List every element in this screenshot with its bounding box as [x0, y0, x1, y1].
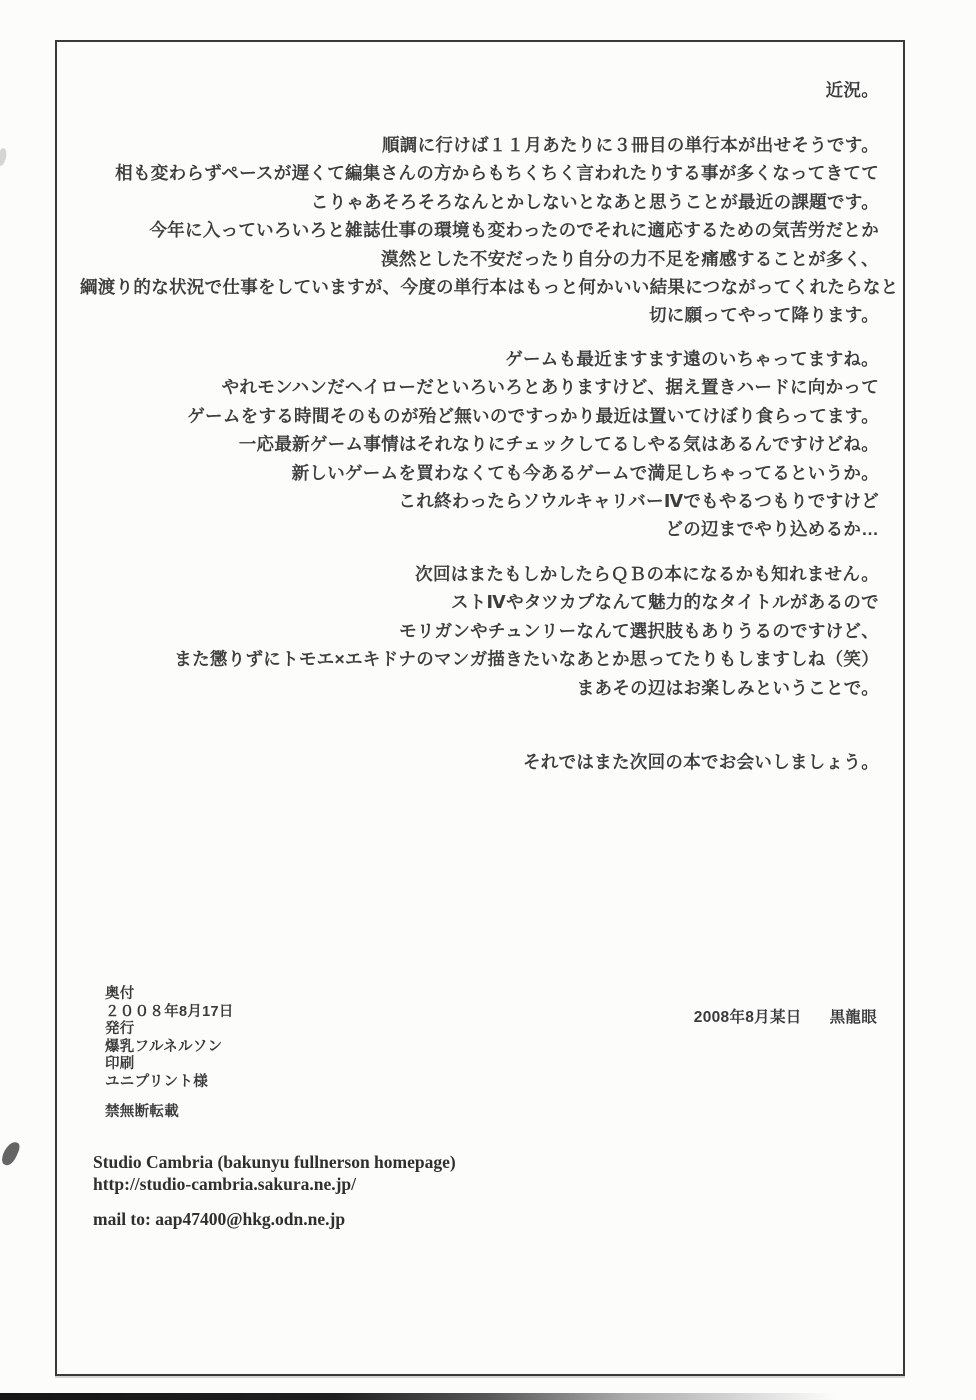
text-line: まあその辺はお楽しみということで。	[576, 677, 879, 698]
text-line: ストⅣやタツカプなんて魅力的なタイトルがあるので	[450, 592, 879, 613]
text-line: 今年に入っていろいろと雑誌仕事の環境も変わったのでそれに適応するための気苦労だとか	[149, 220, 879, 241]
text-line: 次回はまたもしかしたらＱＢの本になるかも知れません。	[415, 564, 879, 584]
text-line: 一応最新ゲーム事情はそれなりにチェックしてるしやる気はあるんですけどね。	[238, 434, 879, 455]
section-heading: 近況。	[825, 80, 879, 100]
scan-smudge-artifact-top	[0, 147, 8, 166]
reprint-prohibited-notice: 禁無断転載	[105, 1103, 179, 1120]
text-line: 発行	[105, 1021, 135, 1038]
colophon-block	[105, 986, 234, 1121]
text-line: 切に願ってやって降ります。	[649, 305, 879, 326]
text-line: これ終わったらソウルキャリバーⅣでもやるつもりですけど	[398, 491, 879, 512]
text-line: 綱渡り的な状況で仕事をしていますが、今度の単行本はもっと何かいい結果につながってくれたらなと	[80, 277, 899, 298]
text-line: ゲームも最近ますます遠のいちゃってますね。	[505, 349, 879, 369]
text-line: 奥付	[105, 986, 135, 1002]
text-line: 新しいゲームを買わなくても今あるゲームで満足しちゃってるというか。	[291, 462, 879, 483]
text-line: 漠然とした不安だったり自分の力不足を痛感することが多く、	[380, 248, 879, 269]
text-line: やれモンハンだヘイローだといろいろとありますけど、据え置きハードに向かって	[221, 377, 879, 398]
text-line: また懲りずにトモエ×エキドナのマンガ描きたいなあとか思ってたりもしますしね（笑）	[174, 649, 879, 670]
contact-block	[93, 1151, 456, 1230]
paragraph-publication-status	[80, 131, 899, 330]
text-line: こりゃあそろそろなんとかしないとなあと思うことが最近の課題です。	[310, 191, 879, 212]
scan-edge-bar	[0, 1393, 835, 1400]
publication-date: 2008年8月某日	[693, 1009, 802, 1026]
date-signature-line	[694, 1005, 877, 1027]
text-line: モリガンやチュンリーなんて選択肢もありうるのですけど、	[399, 620, 879, 641]
paragraph-next-book	[80, 560, 879, 702]
text-line: 印刷	[105, 1056, 135, 1073]
text-line: 相も変わらずペースが遅くて編集さんの方からもちくちく言われたりする事が多くなってきてて	[115, 163, 879, 184]
homepage-url: http://studio-cambria.sakura.ne.jp/	[93, 1174, 357, 1194]
text-line: ２００８年8月17日	[105, 1003, 234, 1020]
closing-line: それではまた次回の本でお会いしましょう。	[523, 752, 879, 772]
text-line: 爆乳フルネルソン	[105, 1038, 223, 1055]
text-line: どの辺までやり込めるか…	[665, 519, 879, 540]
paragraph-games	[80, 345, 879, 544]
author-signature: 黒龍眼	[829, 1009, 877, 1026]
scan-smudge-artifact-bottom	[0, 1139, 22, 1167]
studio-name-line: Studio Cambria (bakunyu fullnerson homepage)	[93, 1152, 456, 1172]
text-line: ゲームをする時間そのものが殆ど無いのですっかり最近は置いてけぼり食らってます。	[187, 405, 879, 426]
colophon-lines	[105, 986, 234, 1092]
text-line: ユニプリント様	[105, 1073, 209, 1090]
text-line: 順調に行けば１１月あたりに３冊目の単行本が出せそうです。	[382, 135, 879, 155]
email-address: mail to: aap47400@hkg.odn.ne.jp	[93, 1209, 346, 1229]
